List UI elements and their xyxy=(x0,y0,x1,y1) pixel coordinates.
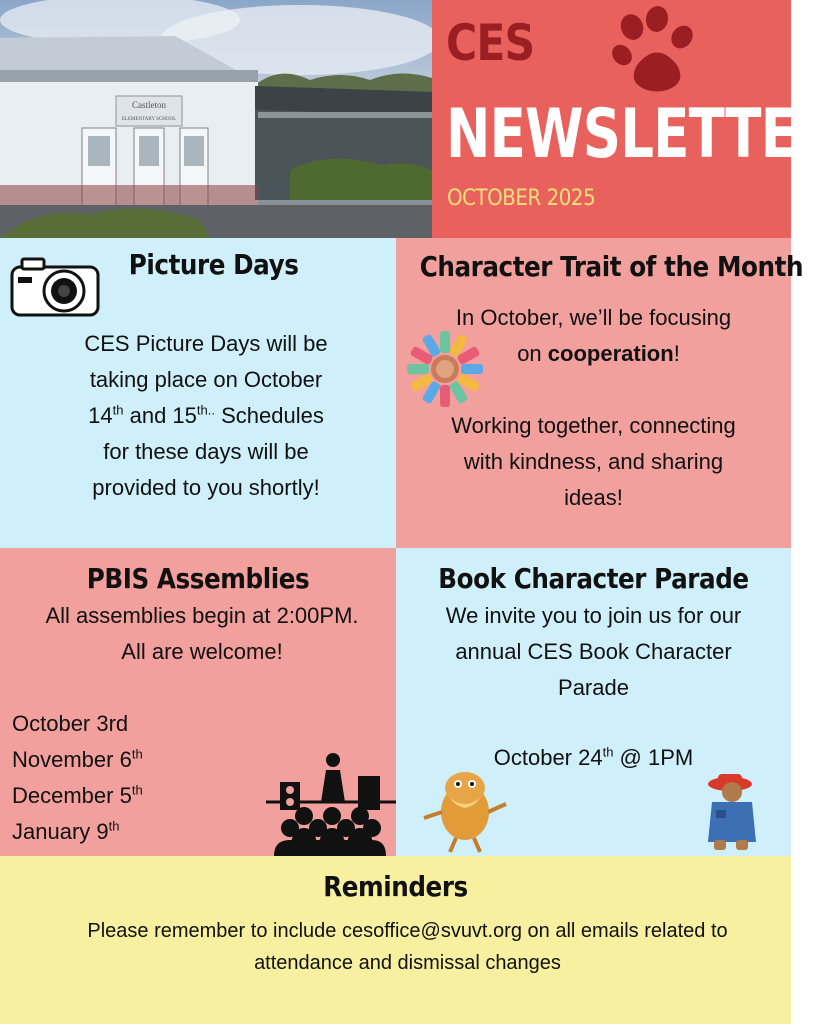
parade-heading: Book Character Parade xyxy=(438,562,749,595)
parade-date: October 24th @ 1PM xyxy=(493,744,694,770)
pbis-date-item: January 9th xyxy=(12,818,120,844)
trait-line3: Working together, connecting xyxy=(451,413,736,438)
masthead xyxy=(432,0,836,238)
trait-heading: Character Trait of the Month xyxy=(419,250,804,283)
pbis-date-item: December 5th xyxy=(12,782,143,808)
reminders-line2: attendance and dismissal changes xyxy=(254,952,561,974)
lorax-icon xyxy=(420,758,510,854)
pbis-line1: All assemblies begin at 2:00PM. xyxy=(45,603,359,628)
school-building-image xyxy=(0,0,432,238)
pbis-date-list xyxy=(12,706,143,850)
trait-line5: ideas! xyxy=(564,485,623,510)
reminders-line1: Please remember to include cesoffice@svuvt.org on all emails related to xyxy=(87,920,728,942)
trait-line1: In October, we’ll be focusing xyxy=(455,305,732,330)
pbis-line2: All are welcome! xyxy=(121,639,283,664)
parade-line2: annual CES Book Character xyxy=(455,639,732,664)
school-photo xyxy=(0,0,432,238)
camera-icon xyxy=(10,255,102,319)
parade-line1: We invite you to join us for our xyxy=(445,603,742,628)
assembly-icon xyxy=(266,748,396,856)
trait-line4: with kindness, and sharing xyxy=(463,449,724,474)
sign-line1: Castleton xyxy=(132,100,166,110)
pbis-date-item: November 6th xyxy=(12,746,143,772)
parade-line3: Parade xyxy=(558,675,629,700)
reminders-panel xyxy=(0,856,791,1024)
picture-days-panel xyxy=(0,238,396,548)
pbis-heading: PBIS Assemblies xyxy=(86,562,310,595)
trait-line2: on cooperation! xyxy=(517,341,680,366)
picture-days-heading: Picture Days xyxy=(128,248,299,281)
paddington-icon xyxy=(702,770,762,852)
picture-days-line1: CES Picture Days will be xyxy=(84,331,328,356)
picture-days-line5: provided to you shortly! xyxy=(92,475,320,500)
pbis-assemblies-panel xyxy=(0,548,396,856)
sign-line2: ELEMENTARY SCHOOL xyxy=(121,117,177,122)
pbis-date-item: October 3rd xyxy=(12,711,129,736)
masthead-date: OCTOBER 2025 xyxy=(447,186,596,211)
picture-days-line3: 14th and $15^{th..}$ Schedules xyxy=(88,402,324,428)
picture-days-line2: taking place on October xyxy=(89,367,323,392)
paw-icon xyxy=(602,5,702,100)
reminders-heading: Reminders xyxy=(323,870,468,903)
masthead-school: CES xyxy=(446,14,535,72)
masthead-title: NEWSLETTER xyxy=(446,95,836,174)
picture-days-line4: for these days will be xyxy=(103,439,309,464)
character-trait-panel xyxy=(396,238,804,548)
book-parade-panel xyxy=(396,548,791,856)
